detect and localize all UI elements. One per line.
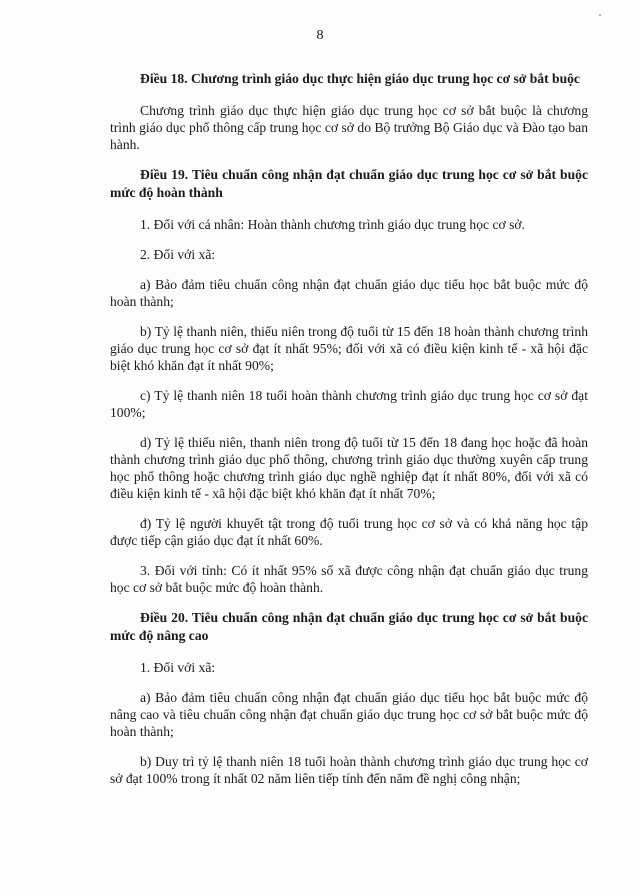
article-20-item-1b: b) Duy trì tỷ lệ thanh niên 18 tuổi hoàn thành chương trình giáo dục trung học cơ sở đạt 100% trong ít nhất 02 năm liên tiếp tính đến năm đề nghị công nhận;	[110, 754, 588, 786]
article-19-item-2c: c) Tỷ lệ thanh niên 18 tuổi hoàn thành chương trình giáo dục trung học cơ sở đạt 100%;	[110, 388, 588, 420]
document-body	[110, 70, 588, 800]
scan-speck	[599, 14, 601, 16]
article-20-item-1: 1. Đối với xã:	[140, 660, 216, 675]
article-18-heading: Điều 18. Chương trình giáo dục thực hiện giáo dục trung học cơ sở bắt buộc	[140, 71, 580, 86]
article-19-item-2a: a) Bảo đảm tiêu chuẩn công nhận đạt chuẩn giáo dục tiểu học bắt buộc mức độ hoàn thành;	[110, 277, 588, 309]
article-19-item-2b: b) Tỷ lệ thanh niên, thiếu niên trong độ tuổi từ 15 đến 18 hoàn thành chương trình giáo dục trung học cơ sở đạt ít nhất 95%; đối với xã có điều kiện kinh tế - xã hội đặc biệt khó khăn đạt ít nhất 90%;	[110, 324, 588, 373]
article-18-paragraph: Chương trình giáo dục thực hiện giáo dục trung học cơ sở bắt buộc là chương trình giáo dục phổ thông cấp trung học cơ sở do Bộ trưởng Bộ Giáo dục và Đào tạo ban hành.	[110, 103, 588, 152]
article-20-item-1a: a) Bảo đảm tiêu chuẩn công nhận đạt chuẩn giáo dục tiểu học bắt buộc mức độ nâng cao và tiêu chuẩn công nhận đạt chuẩn giáo dục trung học cơ sở bắt buộc mức độ hoàn thành;	[110, 690, 588, 739]
article-19-item-2d: d) Tỷ lệ thiếu niên, thanh niên trong độ tuổi từ 15 đến 18 đang học hoặc đã hoàn thành chương trình giáo dục phổ thông, chương trình giáo dục thường xuyên cấp trung học phổ thông hoặc chương trình giáo dục nghề nghiệp đạt ít nhất 80%, đối với xã có điều kiện kinh tế - xã hội đặc biệt khó khăn đạt ít nhất 70%;	[110, 435, 588, 501]
page-number: 8	[316, 28, 324, 43]
article-19-item-2: 2. Đối với xã:	[140, 247, 216, 262]
article-19-item-2dd: đ) Tỷ lệ người khuyết tật trong độ tuổi trung học cơ sở và có khả năng học tập được tiếp cận giáo dục đạt ít nhất 60%.	[110, 516, 588, 548]
article-19-item-3: 3. Đối với tỉnh: Có ít nhất 95% số xã được công nhận đạt chuẩn giáo dục trung học cơ sở bắt buộc mức độ hoàn thành.	[110, 563, 588, 595]
article-20-heading: Điều 20. Tiêu chuẩn công nhận đạt chuẩn giáo dục trung học cơ sở bắt buộc mức độ nâng cao	[110, 610, 588, 643]
article-19-heading: Điều 19. Tiêu chuẩn công nhận đạt chuẩn giáo dục trung học cơ sở bắt buộc mức độ hoàn thành	[110, 167, 588, 200]
article-19-item-1: 1. Đối với cá nhân: Hoàn thành chương trình giáo dục trung học cơ sở.	[140, 217, 525, 232]
